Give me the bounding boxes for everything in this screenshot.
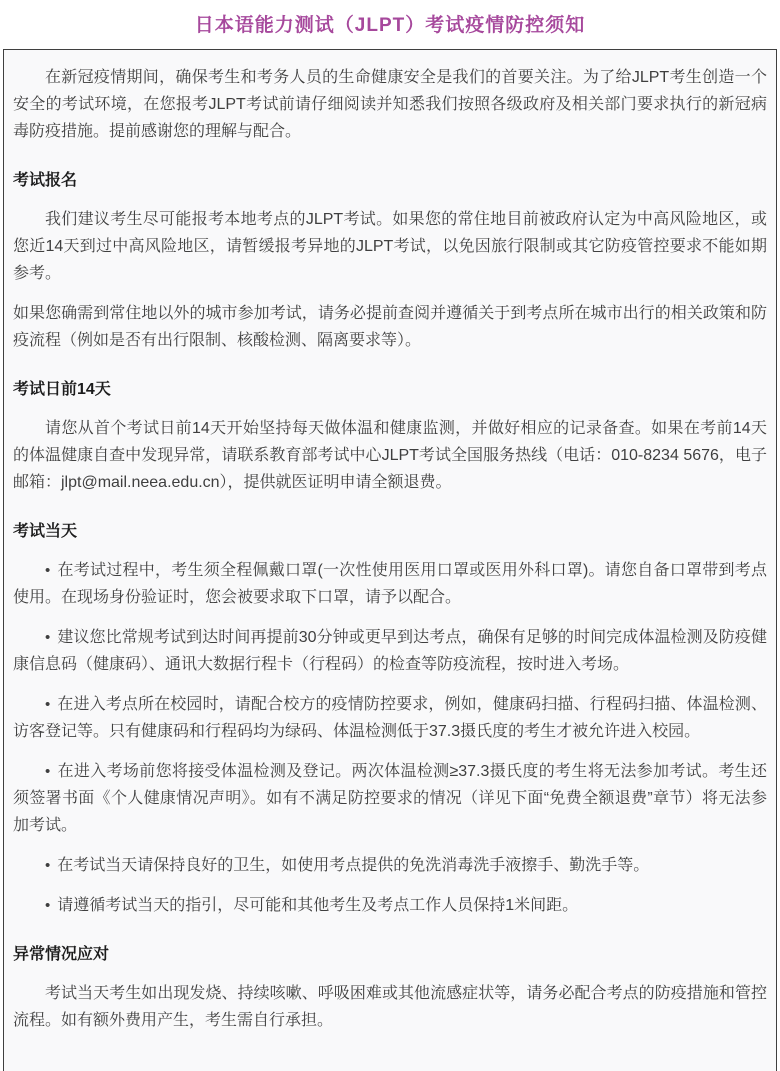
page-title: 日本语能力测试（JLPT）考试疫情防控须知 — [194, 15, 586, 36]
paragraph: 请您从首个考试日前14天开始坚持每天做体温和健康监测，并做好相应的记录备查。如果在考前14天的体温健康自查中发现异常，请联系教育部考试中心JLPT考试全国服务热线（电话：010-8234 5676，电子邮箱：jlpt@mail.neea.edu.cn），提供就医证明申请全额退费。 — [13, 420, 767, 491]
section-heading-14-days-before: 考试日前14天 — [13, 381, 111, 398]
bullet-item — [13, 557, 767, 611]
paragraph: 如果您确需到常住地以外的城市参加考试，请务必提前查阅并遵循关于到考点所在城市出行的相关政策和防疫流程（例如是否有出行限制、核酸检测、隔离要求等）。 — [13, 305, 767, 349]
bullet-icon: • — [45, 897, 51, 914]
bullet-text: 在考试过程中，考生须全程佩戴口罩(一次性使用医用口罩或医用外科口罩)。请您自备口罩带到考点使用。在现场身份验证时，您会被要求取下口罩，请予以配合。 — [13, 562, 767, 606]
bullet-icon: • — [45, 629, 51, 646]
content-box — [3, 49, 777, 1071]
bullet-icon: • — [45, 763, 51, 780]
section-heading-exam-day: 考试当天 — [13, 523, 78, 540]
section-heading-registration: 考试报名 — [13, 172, 78, 189]
bullet-text: 请遵循考试当天的指引，尽可能和其他考生及考点工作人员保持1米间距。 — [57, 897, 579, 914]
bullet-icon: • — [45, 857, 51, 874]
bullet-item — [13, 691, 767, 745]
bullet-item — [13, 852, 767, 879]
bullet-text: 建议您比常规考试到达时间再提前30分钟或更早到达考点，确保有足够的时间完成体温检测及防疫健康信息码（健康码）、通讯大数据行程卡（行程码）的检查等防疫流程，按时进入考场。 — [13, 629, 767, 673]
paragraph: 考试当天考生如出现发烧、持续咳嗽、呼吸困难或其他流感症状等，请务必配合考点的防疫措施和管控流程。如有额外费用产生，考生需自行承担。 — [13, 985, 767, 1029]
bullet-item — [13, 758, 767, 839]
paragraph: 我们建议考生尽可能报考本地考点的JLPT考试。如果您的常住地目前被政府认定为中高风险地区，或您近14天到过中高风险地区，请暂缓报考异地的JLPT考试，以免因旅行限制或其它防疫管控要求不能如期参考。 — [13, 211, 767, 282]
bullet-icon: • — [45, 696, 51, 713]
bullet-icon: • — [45, 562, 51, 579]
bullet-text: 在进入考点所在校园时，请配合校方的疫情防控要求，例如，健康码扫描、行程码扫描、体温检测、访客登记等。只有健康码和行程码均为绿码、体温检测低于37.3摄氏度的考生才被允许进入校园。 — [13, 696, 767, 740]
bullet-item — [13, 892, 767, 919]
bullet-text: 在考试当天请保持良好的卫生，如使用考点提供的免洗消毒洗手液擦手、勤洗手等。 — [57, 857, 650, 874]
section-heading-abnormal-situations: 异常情况应对 — [13, 946, 110, 963]
bullet-text: 在进入考场前您将接受体温检测及登记。两次体温检测≥37.3摄氏度的考生将无法参加考试。考生还须签署书面《个人健康情况声明》。如有不满足防控要求的情况（详见下面“免费全额退费”章节）将无法参加考试。 — [13, 763, 767, 834]
intro-paragraph: 在新冠疫情期间，确保考生和考务人员的生命健康安全是我们的首要关注。为了给JLPT考生创造一个安全的考试环境，在您报考JLPT考试前请仔细阅读并知悉我们按照各级政府及相关部门要求执行的新冠病毒防疫措施。提前感谢您的理解与配合。 — [13, 69, 767, 140]
bullet-item — [13, 624, 767, 678]
